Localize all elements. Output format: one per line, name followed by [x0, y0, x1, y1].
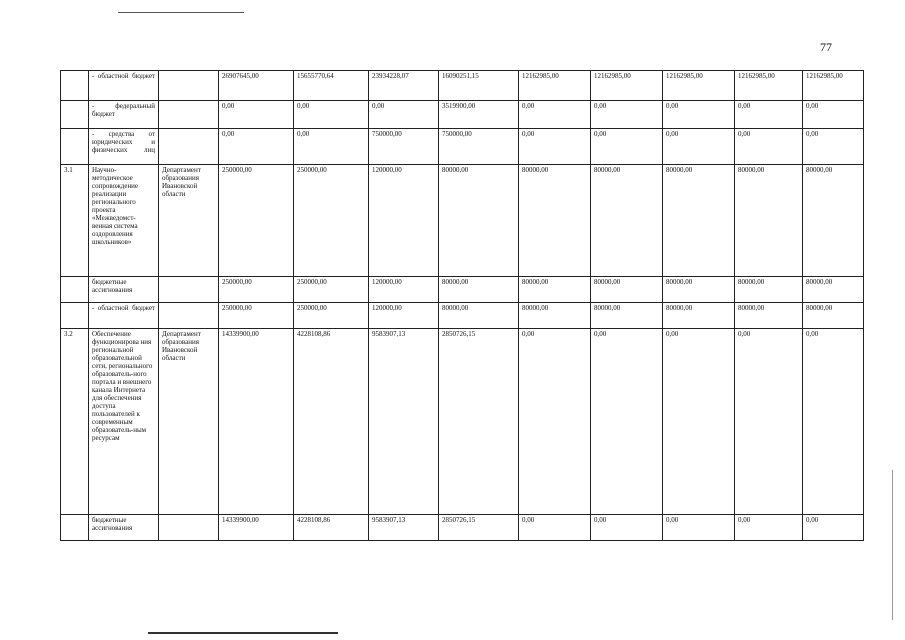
value-cell: 2850726,15: [439, 329, 519, 515]
value-cell: 80000,00: [591, 277, 663, 303]
value-cell: 80000,00: [663, 277, 735, 303]
row-name: Научно-методическое сопровождение реализации регионального проекта «Межведомст-венная система оздоровления школьников»: [89, 165, 159, 277]
value-cell: 4228108,86: [294, 515, 369, 541]
row-executor: Департамент образования Ивановской области: [159, 329, 219, 515]
row-name: - федеральный бюджет: [89, 101, 159, 129]
value-cell: 250000,00: [219, 165, 294, 277]
value-cell: 0,00: [663, 329, 735, 515]
value-cell: 0,00: [519, 101, 591, 129]
value-cell: 80000,00: [591, 303, 663, 329]
value-cell: 26907645,00: [219, 71, 294, 101]
value-cell: 14339900,00: [219, 329, 294, 515]
value-cell: 80000,00: [803, 277, 864, 303]
row-name: - средства от юридических и физических лиц: [89, 129, 159, 165]
row-index: [61, 129, 89, 165]
value-cell: 0,00: [294, 101, 369, 129]
page-number: 77: [820, 40, 832, 54]
value-cell: 9583907,13: [369, 329, 439, 515]
row-index: [61, 277, 89, 303]
value-cell: 0,00: [369, 101, 439, 129]
value-cell: 4228108,86: [294, 329, 369, 515]
value-cell: 0,00: [519, 129, 591, 165]
value-cell: 80000,00: [519, 277, 591, 303]
table-row: [61, 71, 864, 101]
value-cell: 80000,00: [591, 165, 663, 277]
value-cell: 0,00: [803, 515, 864, 541]
value-cell: 0,00: [735, 129, 803, 165]
value-cell: 0,00: [663, 515, 735, 541]
value-cell: 80000,00: [735, 165, 803, 277]
value-cell: 0,00: [735, 515, 803, 541]
value-cell: 0,00: [591, 101, 663, 129]
value-cell: 12162985,00: [735, 71, 803, 101]
row-executor: Департамент образования Ивановской области: [159, 165, 219, 277]
row-name: - областной бюджет: [89, 71, 159, 101]
value-cell: 80000,00: [439, 303, 519, 329]
value-cell: 0,00: [519, 515, 591, 541]
value-cell: 12162985,00: [663, 71, 735, 101]
value-cell: 120000,00: [369, 165, 439, 277]
scan-artifact-edge: [892, 470, 893, 620]
value-cell: 250000,00: [219, 277, 294, 303]
value-cell: 250000,00: [219, 303, 294, 329]
row-executor: [159, 515, 219, 541]
value-cell: 0,00: [735, 101, 803, 129]
value-cell: 80000,00: [735, 303, 803, 329]
value-cell: 0,00: [591, 515, 663, 541]
value-cell: 9583907,13: [369, 515, 439, 541]
value-cell: 120000,00: [369, 277, 439, 303]
value-cell: 750000,00: [369, 129, 439, 165]
value-cell: 120000,00: [369, 303, 439, 329]
row-index: [61, 71, 89, 101]
row-index: 3.2: [61, 329, 89, 515]
value-cell: 14339900,00: [219, 515, 294, 541]
row-executor: [159, 277, 219, 303]
value-cell: 80000,00: [803, 165, 864, 277]
value-cell: 0,00: [663, 129, 735, 165]
scan-artifact-line: [148, 632, 338, 634]
value-cell: 0,00: [803, 129, 864, 165]
value-cell: 250000,00: [294, 165, 369, 277]
row-index: [61, 515, 89, 541]
budget-table: [60, 70, 864, 541]
table-row: [61, 303, 864, 329]
value-cell: 80000,00: [803, 303, 864, 329]
value-cell: 23934228,07: [369, 71, 439, 101]
value-cell: 16090251,15: [439, 71, 519, 101]
value-cell: 250000,00: [294, 303, 369, 329]
scan-artifact-line: [118, 12, 244, 13]
value-cell: 0,00: [803, 101, 864, 129]
table-row: [61, 515, 864, 541]
row-executor: [159, 71, 219, 101]
value-cell: 0,00: [663, 101, 735, 129]
value-cell: 0,00: [219, 129, 294, 165]
value-cell: 15655770,64: [294, 71, 369, 101]
value-cell: 0,00: [591, 329, 663, 515]
value-cell: 80000,00: [439, 277, 519, 303]
row-name: бюджетные ассигнования: [89, 277, 159, 303]
row-index: 3.1: [61, 165, 89, 277]
table-row: [61, 101, 864, 129]
row-executor: [159, 303, 219, 329]
row-executor: [159, 129, 219, 165]
value-cell: 80000,00: [663, 303, 735, 329]
row-name: - областной бюджет: [89, 303, 159, 329]
value-cell: 12162985,00: [803, 71, 864, 101]
row-name: Обеспечение функционирова ния региональной образовательной сети, регионального образователь-ного портала и внешнего канала Интернета для обеспечения доступа пользователей к современным образователь-ным ресурсам: [89, 329, 159, 515]
value-cell: 0,00: [519, 329, 591, 515]
value-cell: 80000,00: [663, 165, 735, 277]
table-row: [61, 277, 864, 303]
value-cell: 80000,00: [735, 277, 803, 303]
value-cell: 2850726,15: [439, 515, 519, 541]
value-cell: 12162985,00: [591, 71, 663, 101]
value-cell: 750000,00: [439, 129, 519, 165]
table-row: [61, 165, 864, 277]
value-cell: 80000,00: [519, 165, 591, 277]
value-cell: 12162985,00: [519, 71, 591, 101]
value-cell: 80000,00: [519, 303, 591, 329]
value-cell: 3519900,00: [439, 101, 519, 129]
value-cell: 0,00: [735, 329, 803, 515]
value-cell: 0,00: [591, 129, 663, 165]
row-index: [61, 303, 89, 329]
table-row: [61, 129, 864, 165]
row-executor: [159, 101, 219, 129]
value-cell: 80000,00: [439, 165, 519, 277]
value-cell: 0,00: [219, 101, 294, 129]
value-cell: 0,00: [803, 329, 864, 515]
row-index: [61, 101, 89, 129]
value-cell: 250000,00: [294, 277, 369, 303]
table-row: [61, 329, 864, 515]
value-cell: 0,00: [294, 129, 369, 165]
row-name: бюджетные ассигнования: [89, 515, 159, 541]
